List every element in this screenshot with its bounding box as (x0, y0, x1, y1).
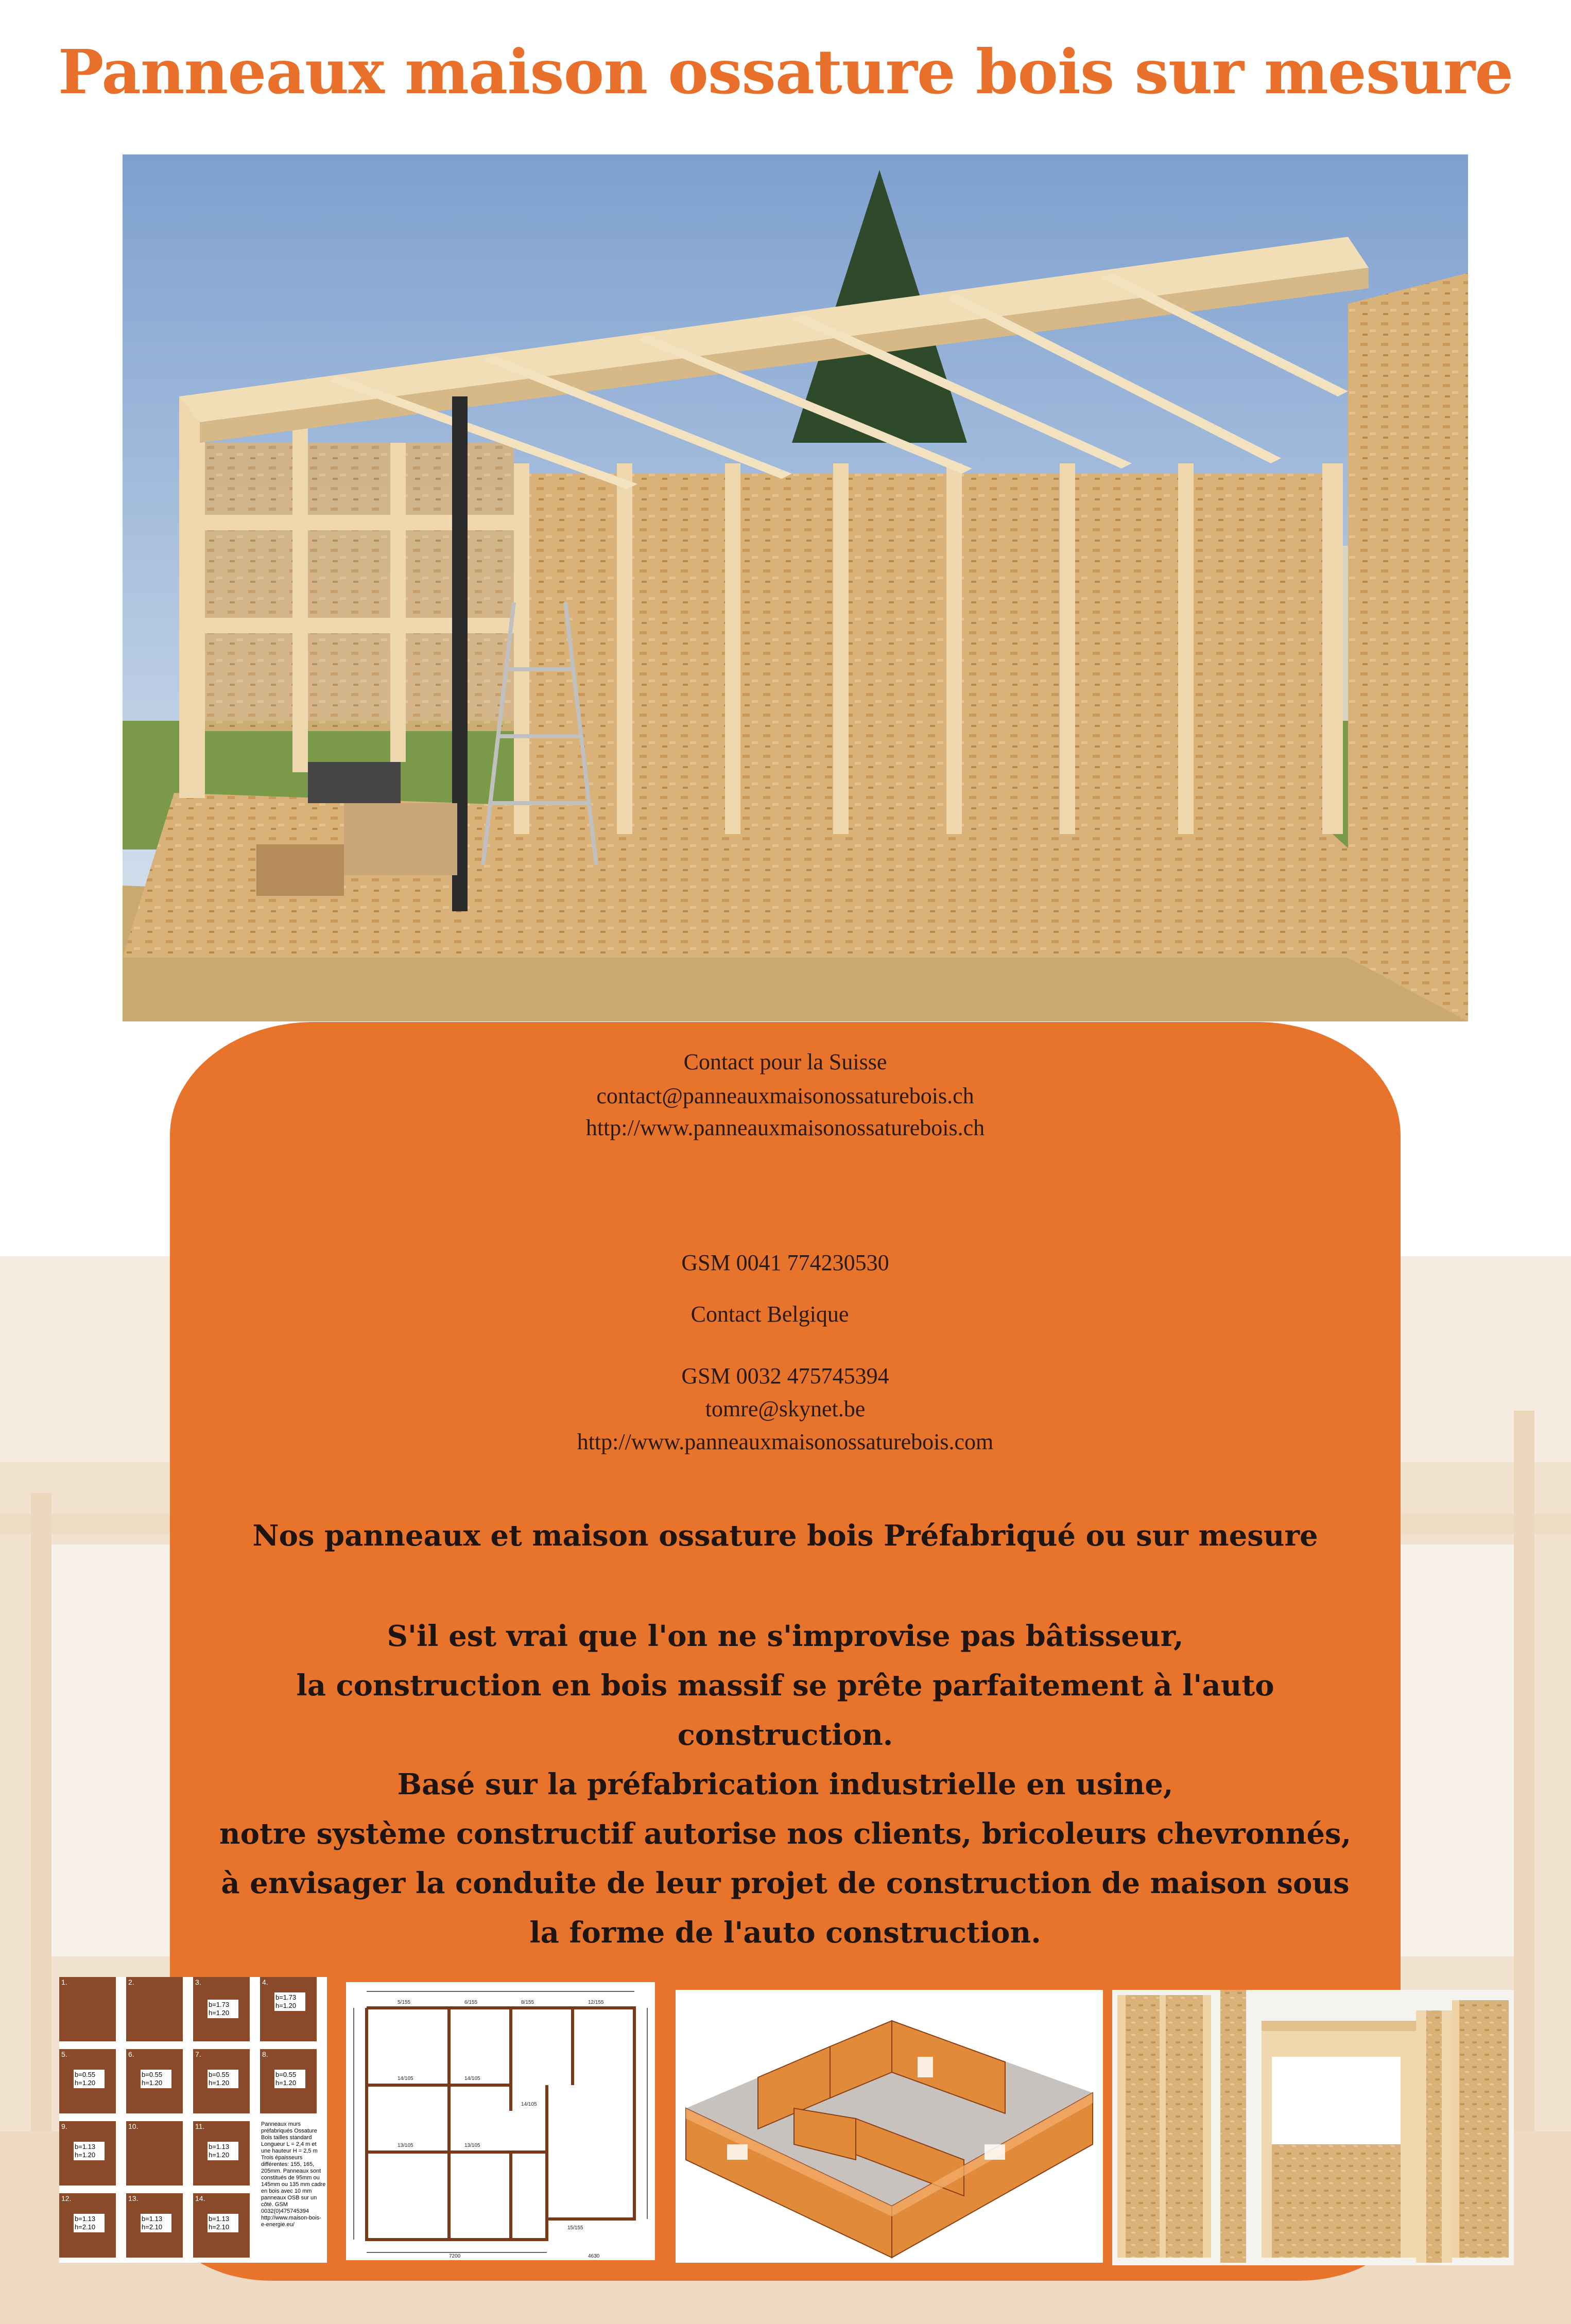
wall-panels-photo-thumbnail (1112, 1990, 1514, 2265)
paragraph-line-1: S'il est vrai que l'on ne s'improvise pas bâtisseur, (387, 1619, 1184, 1653)
svg-text:12/155: 12/155 (588, 2000, 604, 2005)
svg-text:4630: 4630 (588, 2253, 600, 2259)
svg-text:13/105: 13/105 (464, 2143, 480, 2148)
paragraph-line-7: la forme de l'auto construction. (529, 1916, 1041, 1950)
svg-text:13/105: 13/105 (398, 2143, 413, 2148)
svg-text:8/155: 8/155 (521, 2000, 534, 2005)
contact-suisse-gsm: GSM 0041 774230530 (681, 1250, 889, 1275)
paragraph-line-3: construction. (677, 1718, 893, 1752)
paragraph-line-5: notre système constructif autorise nos clients, bricoleurs chevronnés, (219, 1817, 1352, 1851)
paragraph-line-2: la construction en bois massif se prête parfaitement à l'auto (296, 1669, 1274, 1703)
panel-tile: 9. b=1.13 h=1.20 (59, 2121, 116, 2186)
contact-belgique-url[interactable]: http://www.panneauxmaisonossaturebois.com (577, 1429, 994, 1454)
contact-suisse-email[interactable]: contact@panneauxmaisonossaturebois.ch (596, 1083, 974, 1108)
panel-tile: 2. (126, 1977, 183, 2041)
panel-catalog-note: Panneaux murs préfabriqués Ossature Bois tailles standard Longueur L = 2,4 m et une hauteur H = 2,5 m Trois épaisseurs différentes: 155, 165, 205mm. Panneaux sont constitués de 95mm ou 145mm ou 135 mm cadre en bois avec 10 mm panneaux OSB sur un côté. GSM 0032(0)475745394 http://www.maison-bois-e-energie.eu/ (261, 2121, 326, 2228)
contact-belgique-email[interactable]: tomre@skynet.be (705, 1396, 866, 1421)
svg-text:14/105: 14/105 (464, 2076, 480, 2082)
panel-tile: 3. b=1.73 h=1.20 (193, 1977, 250, 2041)
svg-text:7200: 7200 (449, 2253, 461, 2259)
panel-tile: 6. b=0.55 h=1.20 (126, 2049, 183, 2113)
timber-frame-photo (123, 154, 1468, 1021)
contact-suisse-heading: Contact pour la Suisse (683, 1049, 887, 1074)
panel-tile: 1. (59, 1977, 116, 2041)
svg-text:5/155: 5/155 (398, 2000, 411, 2005)
panel-tile: 13. b=1.13 h=2.10 (126, 2193, 183, 2258)
panel-tile: 10. (126, 2121, 183, 2186)
svg-text:6/155: 6/155 (464, 2000, 478, 2005)
panel-tile: 11. b=1.13 h=1.20 (193, 2121, 250, 2186)
paragraph-line-4: Basé sur la préfabrication industrielle en usine, (397, 1767, 1173, 1801)
svg-text:14/105: 14/105 (521, 2102, 537, 2107)
panel-tile: 4. b=1.73 h=1.20 (260, 1977, 317, 2041)
panel-tile: 7. b=0.55 h=1.20 (193, 2049, 250, 2113)
panel-tile: 5. b=0.55 h=1.20 (59, 2049, 116, 2113)
panel-tile: 8. b=0.55 h=1.20 (260, 2049, 317, 2113)
panel-catalog-thumbnail (59, 1977, 327, 2263)
svg-text:15/155: 15/155 (567, 2225, 583, 2231)
contact-belgique-heading: Contact Belgique (690, 1302, 849, 1327)
contact-suisse-url[interactable]: http://www.panneauxmaisonossaturebois.ch (585, 1115, 985, 1140)
floor-plan-thumbnail (346, 1982, 655, 2260)
3d-house-model-thumbnail (676, 1990, 1103, 2263)
contact-belgique-gsm: GSM 0032 475745394 (681, 1363, 889, 1389)
panel-tile: 14. b=1.13 h=2.10 (193, 2193, 250, 2258)
svg-text:14/105: 14/105 (398, 2076, 413, 2082)
page-title: Panneaux maison ossature bois sur mesure (58, 36, 1513, 108)
tagline: Nos panneaux et maison ossature bois Préfabriqué ou sur mesure (252, 1519, 1318, 1553)
panel-tile: 12. b=1.13 h=2.10 (59, 2193, 116, 2258)
paragraph-line-6: à envisager la conduite de leur projet de construction de maison sous (221, 1866, 1350, 1900)
